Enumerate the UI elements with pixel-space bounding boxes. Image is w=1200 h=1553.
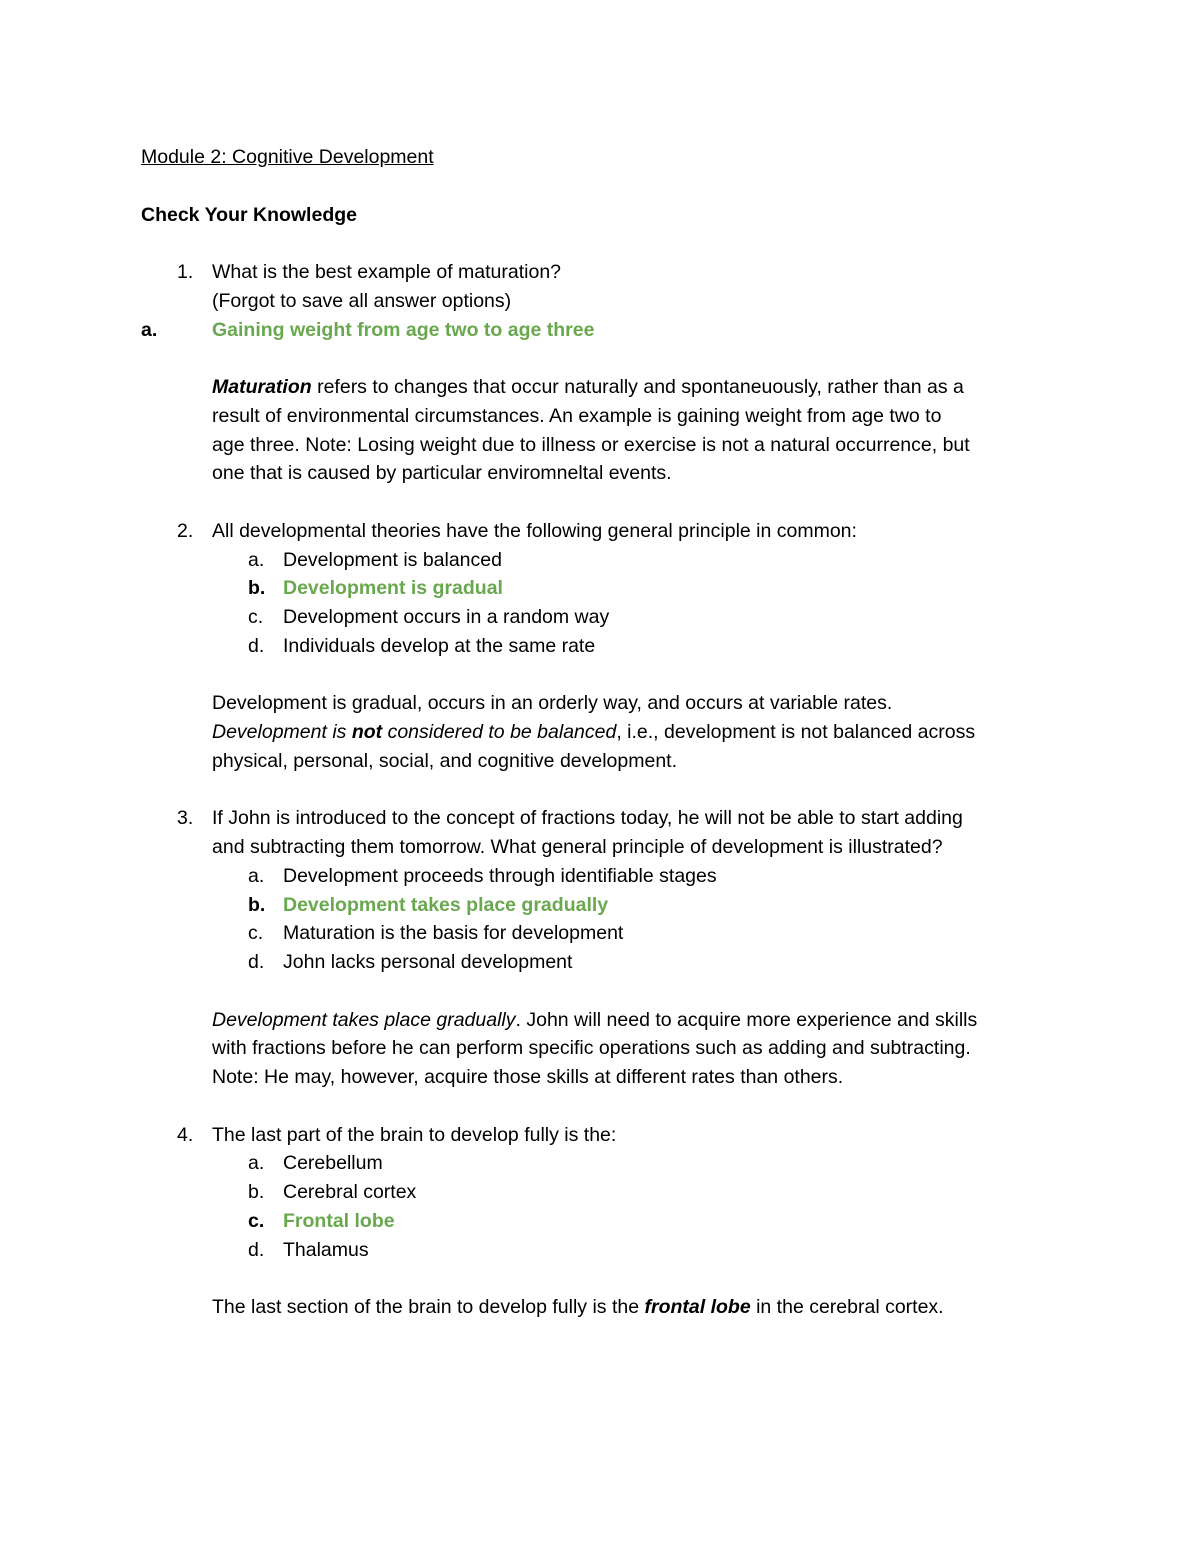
option-b	[141, 574, 1061, 603]
option-text: Cerebellum	[283, 1152, 383, 1175]
option-a	[141, 1149, 1061, 1178]
option-a	[141, 546, 1061, 575]
explanation-line	[141, 718, 1061, 747]
question-number: 2.	[177, 519, 194, 542]
question-text: All developmental theories have the following general principle in common:	[212, 519, 857, 542]
option-b	[141, 1178, 1061, 1207]
question-1-note: (Forgot to save all answer options)	[212, 289, 512, 312]
correct-answer: Development takes place gradually	[283, 893, 609, 916]
explanation-line: Development is gradual, occurs in an orderly way, and occurs at variable rates.	[212, 692, 893, 715]
question-1	[141, 258, 1061, 287]
option-text: Development occurs in a random way	[283, 606, 610, 628]
question-1-answer	[141, 316, 1061, 345]
option-text: Development proceeds through identifiable stages	[283, 864, 717, 887]
correct-answer: Frontal lobe	[283, 1209, 395, 1232]
option-letter: d.	[248, 951, 265, 973]
explanation-line	[141, 1006, 1061, 1035]
question-text: The last part of the brain to develop fully is the:	[212, 1123, 617, 1146]
option-letter: a.	[248, 1152, 265, 1175]
option-text: Individuals develop at the same rate	[283, 634, 596, 657]
option-d	[141, 1236, 1061, 1265]
question-2	[141, 517, 1061, 546]
question-text: What is the best example of maturation?	[212, 261, 562, 283]
explanation-text: The last section of the brain to develop fully is the	[212, 1296, 645, 1318]
explanation-text: , i.e., development is not balanced across	[616, 721, 976, 743]
question-number: 1.	[177, 261, 194, 283]
question-4	[141, 1121, 1061, 1150]
option-letter: c.	[248, 1209, 265, 1232]
explanation-line	[141, 373, 1061, 402]
option-d	[141, 948, 1061, 977]
explanation-line: result of environmental circumstances. An example is gaining weight from age two to	[212, 404, 942, 427]
correct-answer: Gaining weight from age two to age three	[212, 318, 595, 341]
section-heading: Check Your Knowledge	[141, 203, 357, 226]
option-text: Development is balanced	[283, 548, 502, 571]
explanation-line: with fractions before he can perform specific operations such as adding and subtracting.	[212, 1037, 971, 1060]
explanation-term: Maturation	[212, 376, 312, 398]
explanation-line: physical, personal, social, and cognitive development.	[212, 749, 678, 772]
correct-answer: Development is gradual	[283, 577, 503, 600]
option-letter: c.	[248, 606, 264, 628]
question-number: 4.	[177, 1123, 194, 1146]
explanation-line: Note: He may, however, acquire those skills at different rates than others.	[212, 1066, 844, 1088]
question-text: If John is introduced to the concept of fractions today, he will not be able to start adding	[212, 807, 963, 830]
explanation-text: refers to changes that occur naturally and spontaneuously, rather than as a	[311, 376, 964, 398]
option-letter: d.	[248, 634, 265, 657]
answer-letter: a.	[141, 318, 158, 341]
option-letter: b.	[248, 577, 266, 600]
option-letter: a.	[248, 864, 265, 887]
explanation-line: age three. Note: Losing weight due to illness or exercise is not a natural occurrence, but	[212, 433, 970, 456]
document-page	[141, 143, 1061, 1322]
option-c	[141, 919, 1061, 948]
document-title: Module 2: Cognitive Development	[141, 146, 434, 168]
option-letter: d.	[248, 1238, 265, 1261]
option-text: Maturation is the basis for development	[283, 922, 624, 945]
explanation-term: frontal lobe	[644, 1296, 751, 1318]
option-a	[141, 862, 1061, 891]
explanation-emphasis: Development is	[212, 721, 352, 743]
option-b	[141, 891, 1061, 920]
explanation-emphasis: Development takes place gradually	[212, 1008, 516, 1031]
question-3	[141, 804, 1061, 833]
option-text: Thalamus	[283, 1238, 369, 1261]
explanation-line: one that is caused by particular enviromneltal events.	[212, 462, 672, 485]
question-number: 3.	[177, 807, 194, 830]
explanation-text: in the cerebral cortex.	[750, 1296, 944, 1318]
explanation-text: . John will need to acquire more experience and skills	[515, 1008, 978, 1031]
option-letter: b.	[248, 893, 266, 916]
option-text: John lacks personal development	[283, 951, 573, 973]
option-letter: a.	[248, 548, 265, 571]
explanation-not: not	[351, 721, 383, 743]
option-d	[141, 632, 1061, 661]
option-letter: c.	[248, 922, 264, 945]
explanation-emphasis: considered to be balanced	[382, 721, 617, 743]
explanation-line	[141, 1293, 1061, 1322]
option-c	[141, 1207, 1061, 1236]
question-text-cont: and subtracting them tomorrow. What general principle of development is illustrated?	[212, 836, 943, 858]
option-c	[141, 603, 1061, 632]
option-text: Cerebral cortex	[283, 1181, 417, 1203]
option-letter: b.	[248, 1181, 265, 1203]
